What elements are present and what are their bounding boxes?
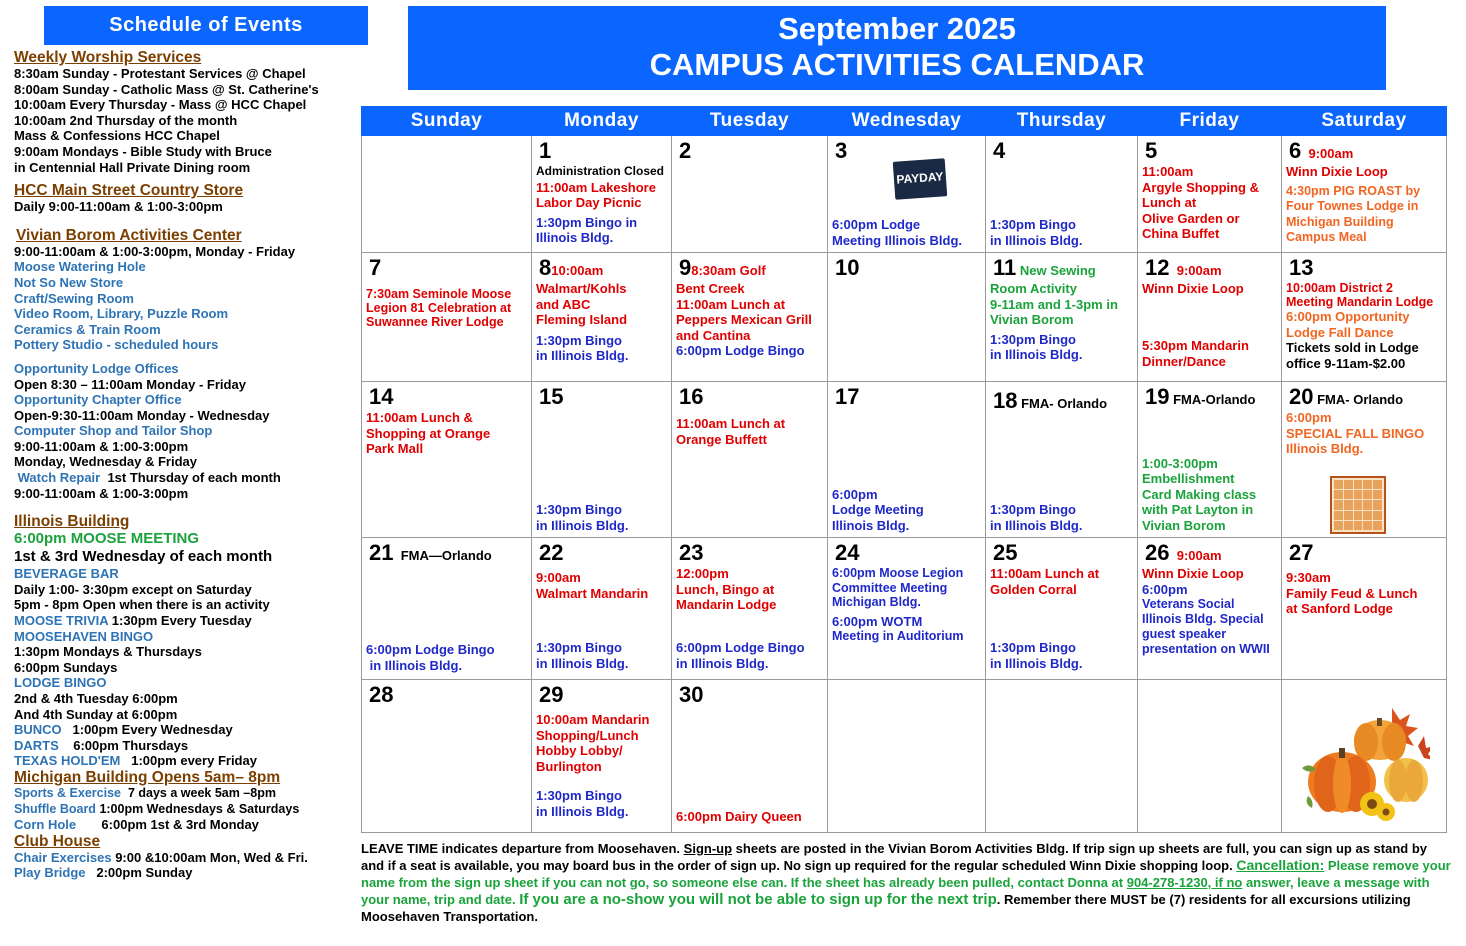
calendar-title: CAMPUS ACTIVITIES CALENDAR	[649, 47, 1145, 82]
day-cell-6	[1282, 136, 1447, 253]
mh-bingo-line: 6:00pm Sundays	[14, 659, 118, 675]
bingo-card-icon	[1330, 476, 1386, 534]
event-line: Illinois Bldg.	[832, 517, 910, 533]
moose-meeting: 6:00pm MOOSE MEETING	[14, 530, 200, 548]
day-cell-9	[672, 253, 828, 382]
event-line: Lunch, Bingo at	[676, 581, 775, 597]
calendar-header	[408, 6, 1386, 90]
michigan-line	[14, 817, 348, 833]
day-cell-empty	[1138, 680, 1282, 833]
day-number: 18	[993, 388, 1018, 413]
day-number: 9	[679, 255, 692, 280]
club-line	[14, 850, 348, 866]
pumpkins-illustration	[1300, 700, 1430, 825]
event-line: Legion 81 Celebration at	[366, 301, 512, 315]
day-number: 4	[993, 138, 1006, 163]
weekday-saturday: Saturday	[1282, 107, 1447, 136]
moosehaven-bingo: MOOSEHAVEN BINGO	[14, 628, 154, 644]
day-cell-24	[828, 538, 986, 680]
store-hours: Daily 9:00-11:00am & 1:00-3:00pm	[14, 199, 223, 215]
bunco-label: BUNCO	[14, 722, 62, 738]
day-cell-14	[362, 382, 532, 538]
payday-sign-icon: PAYDAY	[893, 158, 948, 200]
event-line: Hobby Lobby/	[536, 743, 623, 758]
day-number: 27	[1289, 540, 1314, 565]
office-line: Opportunity Lodge Offices	[14, 360, 179, 376]
weekday-header-row	[362, 107, 1447, 136]
beverage-bar: BEVERAGE BAR	[14, 566, 119, 582]
event-line: Four Townes Lodge in	[1286, 199, 1419, 213]
day-cell-empty	[362, 136, 532, 253]
day-cell-18	[986, 382, 1138, 538]
day-number: 3	[835, 138, 848, 163]
cornhole-label: Corn Hole	[14, 817, 77, 833]
weekday-monday: Monday	[532, 107, 672, 136]
event-line: in Illinois Bldg.	[990, 517, 1083, 533]
event-time: 10:00am	[551, 263, 604, 278]
day-cell-29	[532, 680, 672, 833]
day-number: 25	[993, 540, 1018, 565]
club-heading: Club House	[14, 832, 101, 850]
event-line: Suwannee River Lodge	[366, 315, 504, 329]
vivian-room: Video Room, Library, Puzzle Room	[14, 306, 229, 322]
office-line: 9:00-11:00am & 1:00-3:00pm	[14, 438, 189, 454]
office-line: 9:00-11:00am & 1:00-3:00pm	[14, 485, 189, 501]
day-cell-10	[828, 253, 986, 382]
worship-line: 8:00am Sunday - Catholic Mass @ St. Catherine's	[14, 81, 319, 97]
day-cell-1	[532, 136, 672, 253]
event-line: at Sanford Lodge	[1286, 601, 1393, 616]
event-line: Labor Day Picnic	[536, 195, 642, 210]
chair-label: Chair Exercises	[14, 849, 112, 865]
event-line: Room Activity	[990, 281, 1077, 296]
event-line: 6:00pm Opportunity	[1286, 309, 1410, 324]
vivian-room: Not So New Store	[14, 274, 124, 290]
event-line: and Cantina	[676, 327, 751, 343]
footer-text: Please remove your name from the sign up sheet if you can not go, so someone else can. If the sheet has already been pulled, contact Donna at	[361, 858, 1451, 890]
event-line: Illinois Bldg. Special	[1142, 612, 1264, 626]
holdem-when: 1:00pm every Friday	[131, 753, 257, 769]
weekday-wednesday: Wednesday	[828, 107, 986, 136]
office-line	[14, 470, 348, 486]
weekday-tuesday: Tuesday	[672, 107, 828, 136]
event-line: Michigan Bldg.	[832, 595, 921, 609]
event-line: Meeting Mandarin Lodge	[1286, 295, 1434, 309]
footer-phone: 904-278-1230, if no	[1126, 875, 1243, 890]
worship-line: 10:00am 2nd Thursday of the month	[14, 112, 238, 128]
day-number: 21	[369, 540, 394, 565]
event-line: 1:00-3:00pm	[1142, 455, 1218, 471]
beverage-line: 5pm - 8pm Open when there is an activity	[14, 597, 270, 613]
day-number: 13	[1289, 255, 1314, 280]
day-number: 30	[679, 682, 704, 707]
day-number: 2	[679, 138, 692, 163]
day-cell-11	[986, 253, 1138, 382]
day-number: 15	[539, 384, 564, 409]
event-line: 6:00pm Lodge Bingo	[366, 642, 495, 657]
event-line: Shopping at Orange	[366, 425, 491, 441]
day-number: 19	[1145, 384, 1170, 409]
lodge-bingo: LODGE BINGO	[14, 675, 107, 691]
event-line: guest speaker	[1142, 627, 1227, 641]
footer-cancellation: Cancellation:	[1236, 857, 1325, 873]
trivia-line	[14, 613, 348, 629]
event-line: Bent Creek	[676, 281, 745, 296]
event-line: Lunch at	[1142, 195, 1197, 210]
day-cell-4	[986, 136, 1138, 253]
event-line: 4:30pm PIG ROAST by	[1286, 183, 1421, 198]
event-line: Winn Dixie Loop	[1142, 281, 1244, 296]
footer-text: LEAVE TIME indicates departure from Moosehaven.	[361, 841, 684, 856]
darts-label: DARTS	[14, 737, 59, 753]
event-line: 10:00am Mandarin	[536, 712, 650, 727]
event-line: 11:00am Lunch at	[676, 416, 786, 431]
event-line: Tickets sold in Lodge	[1286, 340, 1419, 355]
event-line: Mandarin Lodge	[676, 597, 777, 612]
event-line: 7:30am Seminole Moose	[366, 287, 512, 301]
michigan-line	[14, 786, 348, 802]
event-line: 1:30pm Bingo	[990, 331, 1076, 347]
event-line: Winn Dixie Loop	[1286, 164, 1388, 179]
day-cell-17	[828, 382, 986, 538]
event-line: 1:30pm Bingo	[990, 217, 1076, 232]
event-line: 11:00am Lunch &	[366, 410, 473, 425]
event-line: 6:00pm Dairy Queen	[676, 808, 802, 824]
event-line: in Illinois Bldg.	[990, 232, 1083, 248]
event-line: in Illinois Bldg.	[676, 655, 769, 671]
event-line: Michigan Building	[1286, 214, 1394, 229]
vivian-hours: 9:00-11:00am & 1:00-3:00pm, Monday - Friday	[14, 243, 296, 259]
event-title: FMA- Orlando	[1317, 392, 1404, 407]
mh-bingo-line: 1:30pm Mondays & Thursdays	[14, 644, 202, 660]
vivian-room: Craft/Sewing Room	[14, 290, 134, 306]
bridge-when: 2:00pm Sunday	[96, 865, 193, 881]
event-line: with Pat Layton in	[1142, 502, 1254, 517]
weekday-sunday: Sunday	[362, 107, 532, 136]
trivia-when: 1:30pm Every Tuesday	[111, 613, 252, 629]
event-line: Golden Corral	[990, 581, 1077, 597]
event-line: Card Making class	[1142, 486, 1257, 502]
event-line: Shopping/Lunch	[536, 727, 639, 743]
event-line: in Illinois Bldg.	[536, 655, 629, 671]
event-line: Campus Meal	[1286, 230, 1367, 244]
day-number: 12	[1145, 255, 1170, 280]
event-line: Walmart/Kohls	[536, 281, 627, 296]
week-row	[362, 136, 1447, 253]
footer-note	[361, 840, 1451, 925]
watch-repair-label: Watch Repair	[17, 470, 101, 486]
event-line: SPECIAL FALL BINGO	[1286, 425, 1425, 441]
event-line: Illinois Bldg.	[1286, 441, 1364, 456]
event-line: 12:00pm	[676, 566, 729, 581]
bridge-label: Play Bridge	[14, 865, 86, 881]
event-line: 6:00pm Moose Legion	[832, 566, 964, 580]
darts-when: 6:00pm Thursdays	[73, 737, 189, 753]
holdem-label: TEXAS HOLD'EM	[14, 753, 121, 769]
office-line: Computer Shop and Tailor Shop	[14, 423, 213, 439]
worship-line: Mass & Confessions HCC Chapel	[14, 128, 220, 144]
trivia-label: MOOSE TRIVIA	[14, 613, 109, 629]
calendar-grid	[361, 106, 1447, 833]
day-cell-22	[532, 538, 672, 680]
event-line: Vivian Borom	[1142, 517, 1226, 533]
week-row	[362, 253, 1447, 382]
michigan-heading: Michigan Building Opens 5am– 8pm	[14, 768, 281, 786]
event-line: and ABC	[536, 296, 591, 312]
worship-line: 10:00am Every Thursday - Mass @ HCC Chapel	[14, 97, 307, 113]
event-time: 9:00am	[1308, 146, 1354, 161]
event-line: Lodge Fall Dance	[1286, 324, 1394, 340]
illinois-heading: Illinois Building	[14, 513, 130, 531]
event-line: in Illinois Bldg.	[990, 655, 1083, 671]
club-line	[14, 865, 348, 881]
michigan-line	[14, 802, 348, 818]
sports-label: Sports & Exercise	[14, 785, 121, 800]
day-number: 6	[1289, 138, 1302, 163]
event-line: 6:00pm	[1286, 410, 1332, 425]
event-line: Fleming Island	[536, 312, 628, 327]
weekday-friday: Friday	[1138, 107, 1282, 136]
bunco-line	[14, 722, 348, 738]
event-line: Orange Buffett	[676, 431, 767, 447]
vivian-room: Moose Watering Hole	[14, 259, 146, 275]
day-cell-21	[362, 538, 532, 680]
day-number: 8	[539, 255, 552, 280]
day-cell-5	[1138, 136, 1282, 253]
day-cell-26	[1138, 538, 1282, 680]
lodge-bingo-line: 2nd & 4th Tuesday 6:00pm	[14, 691, 178, 706]
day-cell-7	[362, 253, 532, 382]
worship-line: 9:00am Mondays - Bible Study with Bruce	[14, 143, 272, 159]
event-line: 1:30pm Bingo	[536, 502, 622, 517]
day-number: 26	[1145, 540, 1170, 565]
event-line: Park Mall	[366, 441, 424, 456]
cornhole-when: 6:00pm 1st & 3rd Monday	[101, 817, 259, 833]
shuffle-label: Shuffle Board	[14, 801, 96, 816]
event-line: Argyle Shopping &	[1142, 179, 1259, 195]
week-row	[362, 538, 1447, 680]
day-cell-empty	[828, 680, 986, 833]
vivian-room: Ceramics & Train Room	[14, 321, 161, 337]
moose-meeting-sub: 1st & 3rd Wednesday of each month	[14, 548, 273, 566]
event-title: FMA-Orlando	[1173, 392, 1256, 407]
day-number: 1	[539, 138, 552, 163]
event-line: in Illinois Bldg.	[536, 517, 629, 533]
event-line: 9:30am	[1286, 570, 1331, 585]
darts-line	[14, 738, 348, 754]
day-cell-15	[532, 382, 672, 538]
event-line: presentation on WWII	[1142, 642, 1270, 656]
schedule-sidebar	[14, 6, 348, 881]
event-line: Vivian Borom	[990, 312, 1074, 327]
day-number: 11	[993, 255, 1017, 280]
chair-when: 9:00 &10:00am Mon, Wed & Fri.	[115, 849, 308, 865]
event-line: 1:30pm Bingo	[536, 640, 622, 655]
event-line: 6:00pm	[1142, 581, 1188, 597]
event-line: 11:00am Lunch at	[676, 296, 786, 312]
event-line: 9:00am	[536, 570, 581, 585]
day-cell-13	[1282, 253, 1447, 382]
event-time: 8:30am Golf	[691, 263, 766, 278]
day-cell-16	[672, 382, 828, 538]
day-number: 20	[1289, 384, 1314, 409]
office-line: Monday, Wednesday & Friday	[14, 454, 198, 470]
event-line: Committee Meeting	[832, 580, 948, 595]
event-line: Family Feud & Lunch	[1286, 585, 1418, 601]
event-line: 1:30pm Bingo in	[536, 214, 638, 230]
calendar-month: September 2025	[778, 11, 1016, 46]
event-line: in Illinois Bldg.	[536, 348, 629, 363]
event-title: FMA- Orlando	[1021, 396, 1108, 411]
event-title: New Sewing	[1019, 263, 1096, 278]
weekday-thursday: Thursday	[986, 107, 1138, 136]
office-line: Open-9:30-11:00am Monday - Wednesday	[14, 407, 270, 423]
day-number: 14	[369, 384, 394, 409]
footer-text: sheets are posted in the Vivian Borom Activities Bldg. If trip sign up sheets are full, you can sign up as stand by and if a seat is available, you may board bus in the order of sign up. No sign up required for the regular scheduled Winn Dixie shopping loop.	[361, 841, 1427, 873]
event-line: Burlington	[536, 758, 602, 774]
event-line: Meeting in Auditorium	[832, 629, 964, 643]
day-cell-12	[1138, 253, 1282, 382]
event-line: Winn Dixie Loop	[1142, 566, 1244, 581]
worship-line: 8:30am Sunday - Protestant Services @ Chapel	[14, 66, 306, 81]
event-line: 6:00pm WOTM	[832, 613, 923, 629]
event-line: 6:00pm Lodge Bingo	[676, 343, 805, 358]
vivian-room: Pottery Studio - scheduled hours	[14, 337, 219, 353]
event-line: China Buffet	[1142, 226, 1220, 241]
day-number: 5	[1145, 138, 1158, 163]
day-cell-30	[672, 680, 828, 833]
worship-heading: Weekly Worship Services	[14, 49, 202, 66]
vivian-heading: Vivian Borom Activities Center	[16, 226, 242, 244]
event-line: Peppers Mexican Grill	[676, 312, 812, 327]
event-line: 1:30pm Bingo	[990, 640, 1076, 655]
event-line: 11:00am Lakeshore	[536, 179, 656, 195]
day-number: 22	[539, 540, 564, 565]
event-line: 10:00am District 2	[1286, 281, 1394, 295]
day-cell-25	[986, 538, 1138, 680]
event-line: in Illinois Bldg.	[990, 347, 1083, 362]
event-line: office 9-11am-$2.00	[1286, 355, 1406, 371]
sports-when: 7 days a week 5am –8pm	[127, 785, 276, 800]
day-number: 17	[835, 384, 860, 409]
event-line: 9-11am and 1-3pm in	[990, 296, 1118, 312]
event-title: FMA—Orlando	[400, 548, 492, 563]
event-line: Meeting Illinois Bldg.	[832, 232, 962, 248]
day-number: 24	[835, 540, 860, 565]
event-line: in Illinois Bldg.	[536, 803, 629, 819]
day-number: 23	[679, 540, 704, 565]
event-line: 6:00pm Lodge Bingo	[676, 640, 805, 655]
office-line: Opportunity Chapter Office	[14, 392, 182, 408]
day-cell-empty	[1282, 680, 1447, 833]
beverage-line: Daily 1:00- 3:30pm except on Saturday	[14, 581, 252, 597]
day-cell-20	[1282, 382, 1447, 538]
event-line: Embellishment	[1142, 471, 1235, 486]
sidebar-title: Schedule of Events	[44, 6, 368, 45]
holdem-line	[14, 753, 348, 769]
day-cell-19	[1138, 382, 1282, 538]
day-cell-28	[362, 680, 532, 833]
event-line: 11:00am Lunch at	[990, 566, 1100, 581]
day-number: 10	[835, 255, 860, 280]
event-line: Walmart Mandarin	[536, 585, 649, 601]
day-cell-27	[1282, 538, 1447, 680]
event-line: Illinois Bldg.	[536, 230, 614, 245]
day-cell-3	[828, 136, 986, 253]
event-line: Lodge Meeting	[832, 502, 924, 517]
lodge-bingo-line: And 4th Sunday at 6:00pm	[14, 706, 178, 722]
day-cell-8	[532, 253, 672, 382]
bunco-when: 1:00pm Every Wednesday	[72, 722, 233, 738]
footer-text: . Remember there MUST be (7) residents for all excursions utilizing Moosehaven Transportation.	[361, 892, 1411, 924]
event-line: Dinner/Dance	[1142, 353, 1226, 369]
store-heading: HCC Main Street Country Store	[14, 182, 244, 200]
day-cell-2	[672, 136, 828, 253]
office-line: Open 8:30 – 11:00am Monday - Friday	[14, 376, 246, 392]
event-line: Administration Closed	[536, 164, 665, 178]
footer-text: answer, leave a message with your name, trip and date.	[361, 875, 1430, 907]
event-line: 5:30pm Mandarin	[1142, 338, 1249, 353]
event-line: 1:30pm Bingo	[990, 502, 1076, 517]
event-line: in Illinois Bldg.	[366, 657, 463, 673]
day-number: 16	[679, 384, 704, 409]
day-number: 29	[539, 682, 564, 707]
event-time: 9:00am	[1176, 548, 1222, 563]
footer-signup: Sign-up	[683, 841, 733, 856]
event-line: Veterans Social	[1142, 597, 1235, 611]
week-row	[362, 680, 1447, 833]
event-line: 11:00am	[1142, 164, 1194, 179]
day-cell-empty	[986, 680, 1138, 833]
day-cell-23	[672, 538, 828, 680]
day-number: 7	[369, 255, 382, 280]
shuffle-when: 1:00pm Wednesdays & Saturdays	[99, 801, 300, 816]
event-line: 6:00pm	[832, 486, 878, 502]
event-line: 1:30pm Bingo	[536, 788, 622, 803]
watch-repair-when: 1st Thursday of each month	[107, 470, 281, 486]
event-time: 9:00am	[1176, 263, 1222, 278]
event-line: Olive Garden or	[1142, 210, 1240, 226]
worship-line: in Centennial Hall Private Dining room	[14, 159, 251, 175]
week-row	[362, 382, 1447, 538]
event-line: 6:00pm Lodge	[832, 217, 921, 232]
footer-noshow-warning: If you are a no-show you will not be able to sign up for the next trip	[519, 891, 997, 908]
event-line: 1:30pm Bingo	[536, 332, 622, 348]
day-number: 28	[369, 682, 394, 707]
